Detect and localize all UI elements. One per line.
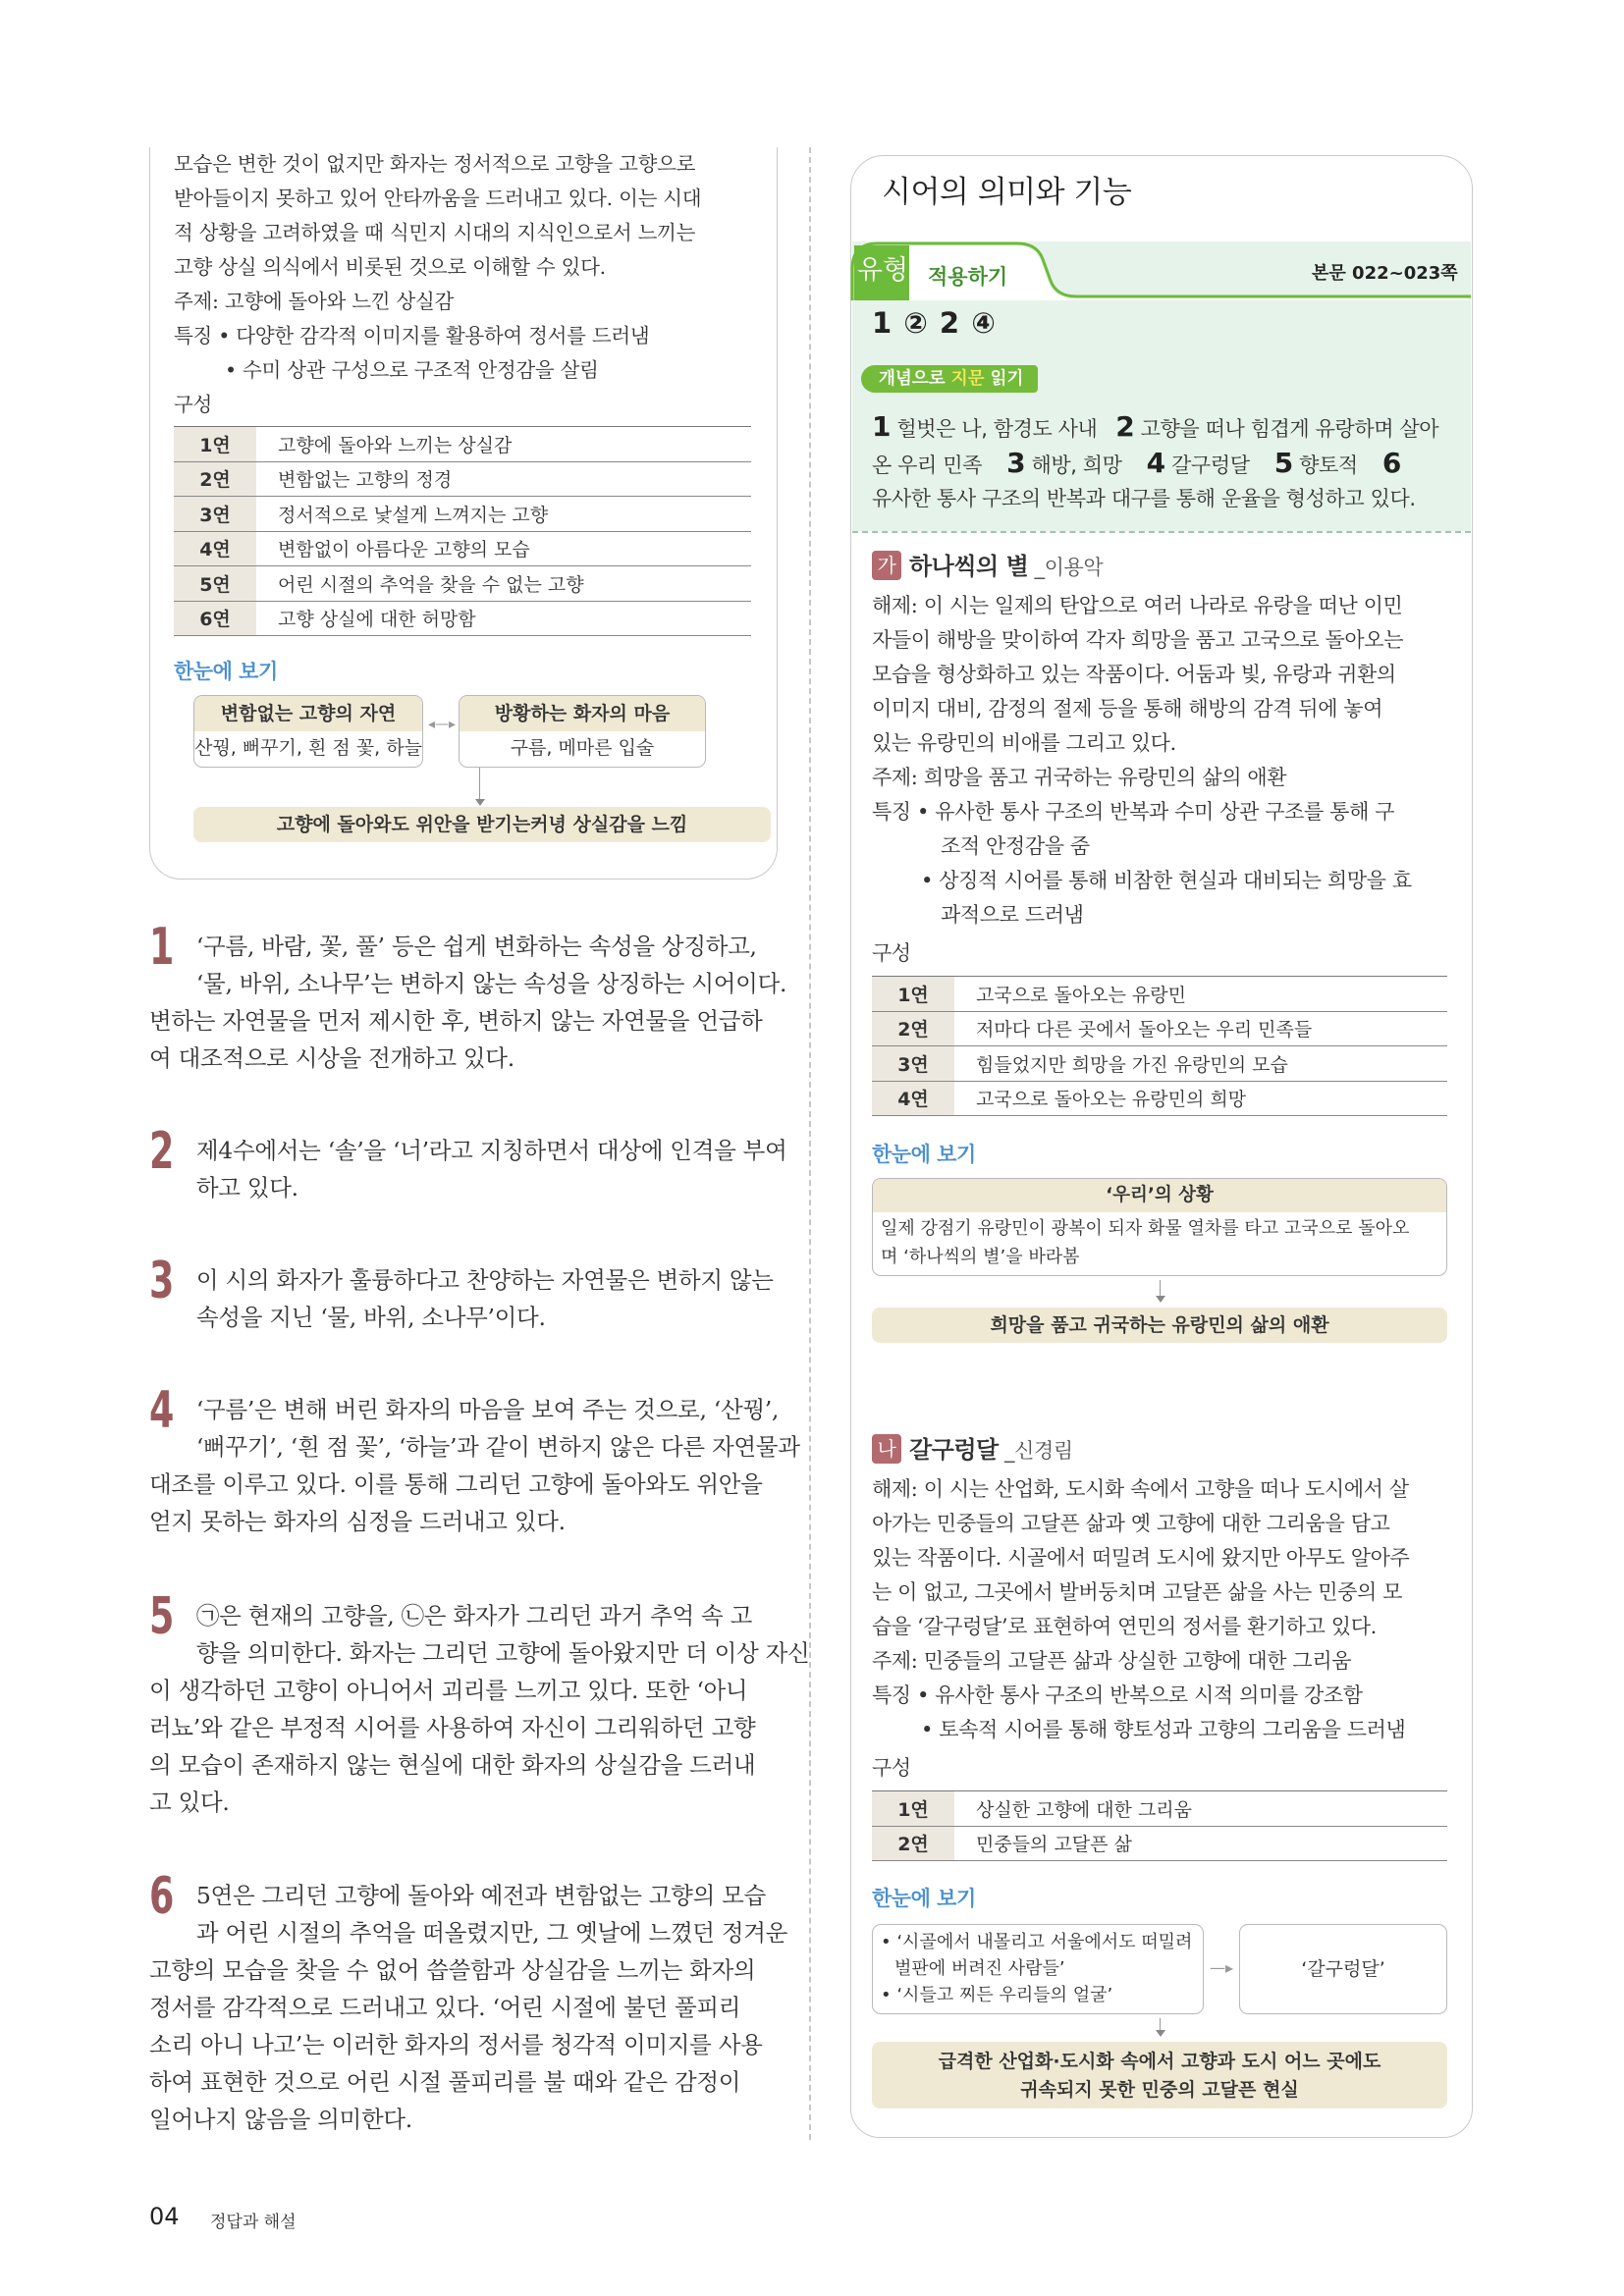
poem-b-structure	[872, 1790, 1447, 1861]
overview-label: 한눈에 보기	[872, 1143, 976, 1166]
table-row: 2연 저마다 다른 곳에서 돌아오는 우리 민족들	[872, 1011, 1447, 1046]
overview-conclusion: 희망을 품고 귀국하는 유랑민의 삶의 애환	[872, 1308, 1447, 1343]
explanation-6: 6 5연은 그리던 고향에 돌아와 예전과 변함없는 고향의 모습 과 어린 시절의 추억을 떠올렸지만, 그 옛날에 느꼈던 정겨운 고향의 모습을 찾을 수 없어 씁쓸함과 상실감을 느끼는 화자의 정서를 감각적으로 드러내고 있다. ‘어린 시절에 불던 풀피리 소리 아니 나고’는 이러한 화자의 정서를 청각적 이미지를 사용 하여 표현한 것으로 어린 시절 풀피리를 불 때와 같은 감정이 일어나지 않음을 의미한다.	[149, 1867, 788, 2133]
explanation-number: 1	[149, 918, 175, 977]
arrow-right-icon: —▸	[1210, 1958, 1234, 1977]
overview-box-people: • ‘시골에서 내몰리고 서울에서도 떠밀려 벌판에 버려진 사람들’ • ‘시들고 찌든 우리들의 얼굴’	[872, 1924, 1204, 2014]
poem-tag: 가	[872, 551, 901, 580]
explanation-number: 2	[149, 1122, 175, 1181]
page-number: 04	[149, 2203, 180, 2230]
table-row: 4연 고국으로 돌아오는 유랑민의 희망	[872, 1081, 1447, 1116]
reading-line: 1 헐벗은 나, 함경도 사내 2 고향을 떠나 힘겹게 유랑하며 살아	[872, 410, 1439, 443]
overview-label: 한눈에 보기	[174, 660, 278, 683]
double-arrow-icon: ◂—▸	[427, 717, 457, 732]
overview-diagram	[174, 695, 751, 852]
explanation-5: 5 ㉠은 현재의 고향을, ㉡은 화자가 그리던 과거 추억 속 고 향을 의미한다. 화자는 그리던 고향에 돌아왔지만 더 이상 자신 이 생각하던 고향이 아니어서 괴리를 느끼고 있다. 또한 ‘아니 러뇨’와 같은 부정적 시어를 사용하여 자신이 그리워하던 고향 의 모습이 존재하지 않는 현실에 대한 화자의 상실감을 드러내 고 있다.	[149, 1587, 810, 1816]
explanation-number: 5	[149, 1587, 175, 1646]
explanation-number: 3	[149, 1252, 175, 1310]
type-badge: 유형	[856, 255, 909, 286]
table-row: 1연 고국으로 돌아오는 유랑민	[872, 977, 1447, 1012]
table-row: 6연 고향 상실에 대한 허망함	[174, 601, 751, 636]
explanation-2: 2 제4수에서는 ‘솔’을 ‘너’라고 지칭하면서 대상에 인격을 부여 하고 있다.	[149, 1122, 787, 1201]
column-divider	[809, 147, 811, 2140]
page-reference: 본문 022~023쪽	[1312, 263, 1458, 284]
theme-line: 주제: 고향에 돌아와 느낀 상실감	[174, 290, 455, 313]
overview-box-situation: ‘우리’의 상황 일제 강점기 유랑민이 광복이 되자 화물 열차를 타고 고국으로 돌아오 며 ‘하나씩의 별’을 바라봄	[872, 1178, 1447, 1276]
poem-tag: 나	[872, 1434, 901, 1464]
summary-line: 고향 상실 의식에서 비롯된 것으로 이해할 수 있다.	[174, 255, 606, 279]
table-row: 3연 정서적으로 낯설게 느껴지는 고향	[174, 497, 751, 532]
table-row: 1연 상실한 고향에 대한 그리움	[872, 1791, 1447, 1827]
explanation-number: 6	[149, 1867, 175, 1926]
table-row: 1연 고향에 돌아와 느끼는 상실감	[174, 427, 751, 462]
reading-line: 유사한 통사 구조의 반복과 대구를 통해 운율을 형성하고 있다.	[872, 487, 1416, 510]
poem-a-structure	[872, 976, 1447, 1116]
structure-label: 구성	[174, 393, 213, 416]
arrow-down-icon	[475, 799, 485, 806]
table-row: 2연 변함없는 고향의 정경	[174, 461, 751, 497]
concept-reading-pill: 개념으로 지문 읽기	[861, 365, 1038, 393]
explanation-number: 4	[149, 1381, 175, 1440]
feature-line: • 수미 상관 구성으로 구조적 안정감을 살림	[225, 358, 599, 382]
type-label: 적용하기	[928, 265, 1008, 289]
poem-a-title: 가 하나씩의 별 _이용악	[872, 550, 1456, 585]
overview-label: 한눈에 보기	[872, 1887, 976, 1910]
table-row: 2연 민중들의 고달픈 삶	[872, 1826, 1447, 1861]
summary-line: 적 상황을 고려하였을 때 식민지 시대의 지식인으로서 느끼는	[174, 221, 696, 244]
poem-a-commentary: 해제: 이 시는 일제의 탄압으로 여러 나라로 유랑을 떠난 이민 자들이 해방을 맞이하여 각자 희망을 품고 고국으로 돌아오는 모습을 형상화하고 있는 작품이다. 어둠과 빛, 유랑과 귀환의 이미지 대비, 감정의 절제 등을 통해 해방의 감격 뒤에 놓여 있는 유랑민의 비애를 그리고 있다. 주제: 희망을 품고 귀국하는 유랑민의 삶의 애환 특징 • 유사한 통사 구조의 반복과 수미 상관 구조를 통해 구 조적 안정감을 줌 • 상징적 시어를 통해 비참한 현실과 대비되는 희망을 효 과적으로 드러냄 구성	[872, 594, 1412, 965]
overview-box-nature: 변함없는 고향의 자연 산꿩, 뻐꾸기, 흰 점 꽃, 하늘	[193, 695, 423, 768]
reading-line: 온 우리 민족 3 해방, 희망 4 갈구렁달 5 향토적 6	[872, 447, 1401, 479]
explanation-4: 4 ‘구름’은 변해 버린 화자의 마음을 보여 주는 것으로, ‘산꿩’, ‘뻐꾸기’, ‘흰 점 꽃’, ‘하늘’과 같이 변하지 않은 다른 자연물과 대조를 이루고 있다. 이를 통해 그리던 고향에 돌아와도 위안을 얻지 못하는 화자의 심정을 드러내고 있다.	[149, 1381, 800, 1535]
feature-line: 특징 • 다양한 감각적 이미지를 활용하여 정서를 드러냄	[174, 324, 650, 347]
poem-b-commentary: 해제: 이 시는 산업화, 도시화 속에서 고향을 떠나 도시에서 살 아가는 민중들의 고달픈 삶과 옛 고향에 대한 그리움을 담고 있는 작품이다. 시골에서 떠밀려 도시에 왔지만 아무도 알아주 는 이 없고, 그곳에서 발버둥치며 고달픈 삶을 사는 민중의 모 습을 ‘갈구렁달’로 표현하여 연민의 정서를 환기하고 있다. 주제: 민중들의 고달픈 삶과 상실한 고향에 대한 그리움 특징 • 유사한 통사 구조의 반복으로 시적 의미를 강조함 • 토속적 시어를 통해 향토성과 고향의 그리움을 드러냄 구성	[872, 1477, 1410, 1780]
table-row: 4연 변함없이 아름다운 고향의 모습	[174, 531, 751, 566]
structure-table	[872, 1790, 1447, 1861]
panel-dashed-border	[852, 531, 1471, 533]
overview-conclusion: 급격한 산업화·도시화 속에서 고향과 도시 어느 곳에도 귀속되지 못한 민중의 고달픈 현실	[872, 2042, 1447, 2109]
summary-line: 받아들이지 못하고 있어 안타까움을 드러내고 있다. 이는 시대	[174, 187, 702, 210]
arrow-down-icon	[1156, 1296, 1165, 1303]
explanation-3: 3 이 시의 화자가 훌륭하다고 찬양하는 자연물은 변하지 않는 속성을 지닌 ‘물, 바위, 소나무’이다.	[149, 1252, 774, 1331]
arrow-down-icon	[1156, 2030, 1165, 2037]
structure-table	[872, 976, 1447, 1116]
explanation-1: 1 ‘구름, 바람, 꽃, 풀’ 등은 쉽게 변화하는 속성을 상징하고, ‘물, 바위, 소나무’는 변하지 않는 속성을 상징하는 시어이다. 변하는 자연물을 먼저 제시한 후, 변하지 않는 자연물을 언급하 여 대조적으로 시상을 전개하고 있다.	[149, 918, 787, 1072]
structure-table	[174, 426, 751, 636]
poem-summary-box	[149, 147, 778, 880]
poem-b-title: 나 갈구렁달 _신경림	[872, 1433, 1456, 1468]
connector-line	[479, 768, 480, 801]
section-title: 시어의 의미와 기능	[882, 175, 1132, 210]
answer-key: 1 ② 2 ④	[872, 306, 997, 340]
table-row: 3연 힘들었지만 희망을 가진 유랑민의 모습	[872, 1046, 1447, 1082]
overview-box-mind: 방황하는 화자의 마음 구름, 메마른 입술	[459, 695, 706, 768]
overview-conclusion: 고향에 돌아와도 위안을 받기는커녕 상실감을 느낌	[193, 807, 771, 842]
overview-box-moon: ‘갈구렁달’	[1239, 1924, 1447, 2014]
summary-line: 모습은 변한 것이 없지만 화자는 정서적으로 고향을 고향으로	[174, 152, 696, 176]
table-row: 5연 어린 시절의 추억을 찾을 수 없는 고향	[174, 566, 751, 602]
footer-label: 정답과 해설	[210, 2213, 297, 2232]
